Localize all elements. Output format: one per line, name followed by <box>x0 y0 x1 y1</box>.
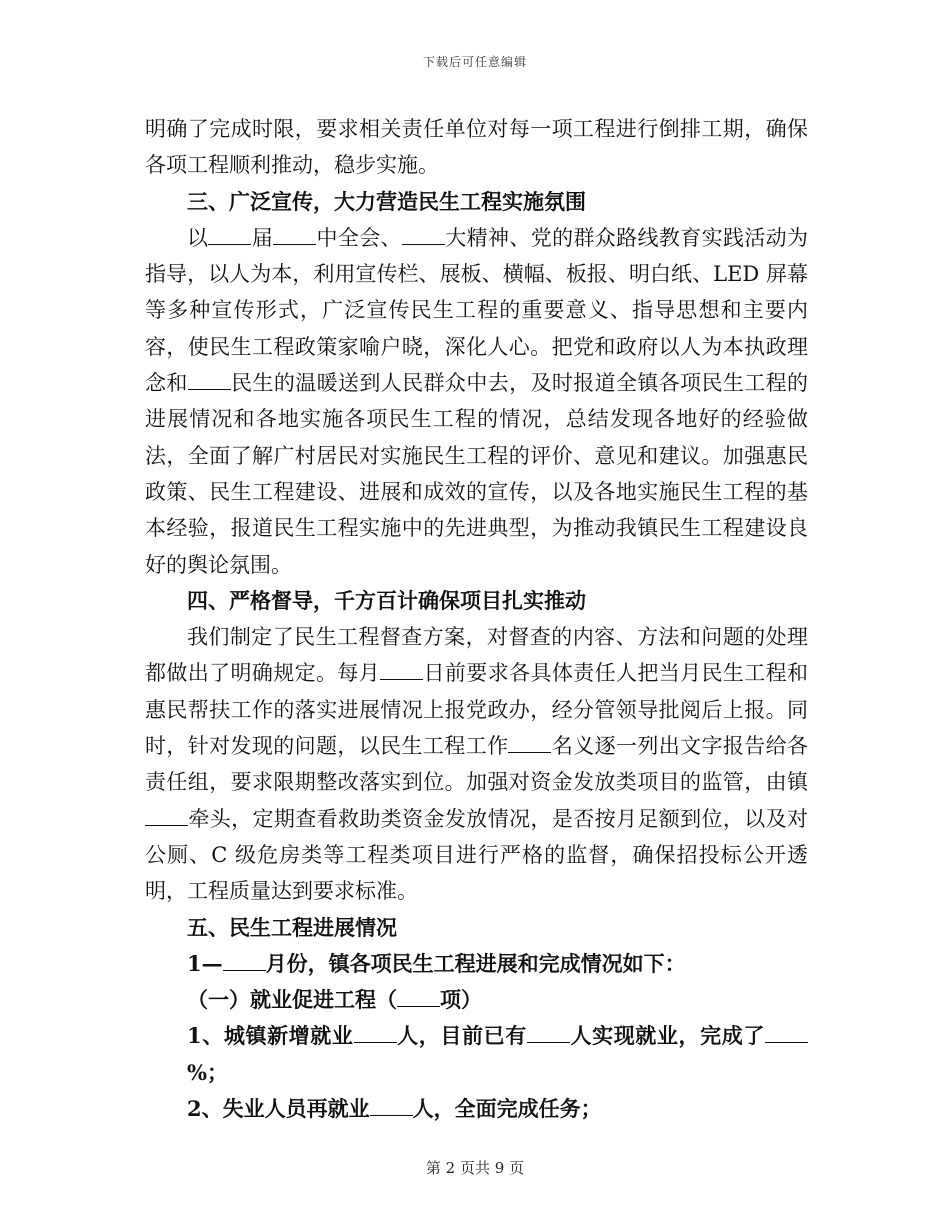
blank-field <box>527 1024 570 1043</box>
employment-project-heading: （一）就业促进工程（ 项） <box>187 987 482 1013</box>
blank-field <box>354 1024 397 1043</box>
blank-field <box>273 226 316 245</box>
blank-field <box>370 1097 413 1116</box>
list-item-reemployment: 2、失业人员再就业 人，全面完成任务； <box>187 1096 602 1122</box>
paragraph-completion-deadline: 明确了完成时限，要求相关责任单位对每一项工程进行倒排工期，确保各项工程顺利推动，稳步实施。 <box>145 117 808 178</box>
blank-field <box>223 952 266 971</box>
section-heading-3: 三、广泛宣传，大力营造民生工程实施氛围 <box>187 188 586 214</box>
blank-field <box>380 661 423 680</box>
blank-field <box>145 807 188 826</box>
list-item-urban-employment: 1、城镇新增就业 人，目前已有 人实现就业，完成了%； <box>145 1018 808 1091</box>
paragraph-publicity: 以 届 中全会、 大精神、党的群众路线教育实践活动为指导，以人为本，利用宣传栏、展板、横幅、板报、明白纸、LED 屏幕等多种宣传形式，广泛宣传民生工程的重要意义、指导思想和主要内容，使民生工程政策家喻户晓，深化人心。把党和政府以人为本执政理念和 民生的温暖送到人民群众中去，及时报道全镇各项民生工程的进展情况和各地实施各项民生工程的情况，总结发现各地好的经验做法，全面了解广村居民对实施民生工程的评价、意见和建议。加强惠民政策、民生工程建设、进展和成效的宣传，以及各地实施民生工程的基本经验，报道民生工程实施中的先进典型，为推动我镇民生工程建设良好的舆论氛围。 <box>145 225 809 577</box>
document-body <box>145 111 808 1127</box>
progress-intro: 1— 月份，镇各项民生工程进展和完成情况如下： <box>187 950 686 976</box>
blank-field <box>765 1024 808 1043</box>
page-header: 下载后可任意编辑 <box>422 55 527 69</box>
paragraph-supervision: 我们制定了民生工程督查方案，对督查的内容、方法和问题的处理都做出了明确规定。每月 日前要求各具体责任人把当月民生工程和惠民帮扶工作的落实进展情况上报党政办，经分管领导批阅后上报。同时，针对发现的问题，以民生工程工作 名义逐一列出文字报告给各责任组，要求限期整改落实到位。加强对资金发放类项目的监管，由镇牵头，定期查看救助类资金发放情况，是否按月足额到位，以及对公厕、C 级危房类等工程类项目进行严格的监督，确保招投标公开透明，工程质量达到要求标准。 <box>145 625 809 904</box>
section-heading-5: 五、民生工程进展情况 <box>187 914 397 940</box>
section-heading-4: 四、严格督导，千方百计确保项目扎实推动 <box>187 587 586 613</box>
blank-field <box>397 988 440 1007</box>
blank-field <box>402 226 445 245</box>
blank-field <box>208 226 251 245</box>
blank-field <box>188 371 231 390</box>
page-footer: 第 2 页共 9 页 <box>425 1159 525 1177</box>
blank-field <box>508 734 551 753</box>
